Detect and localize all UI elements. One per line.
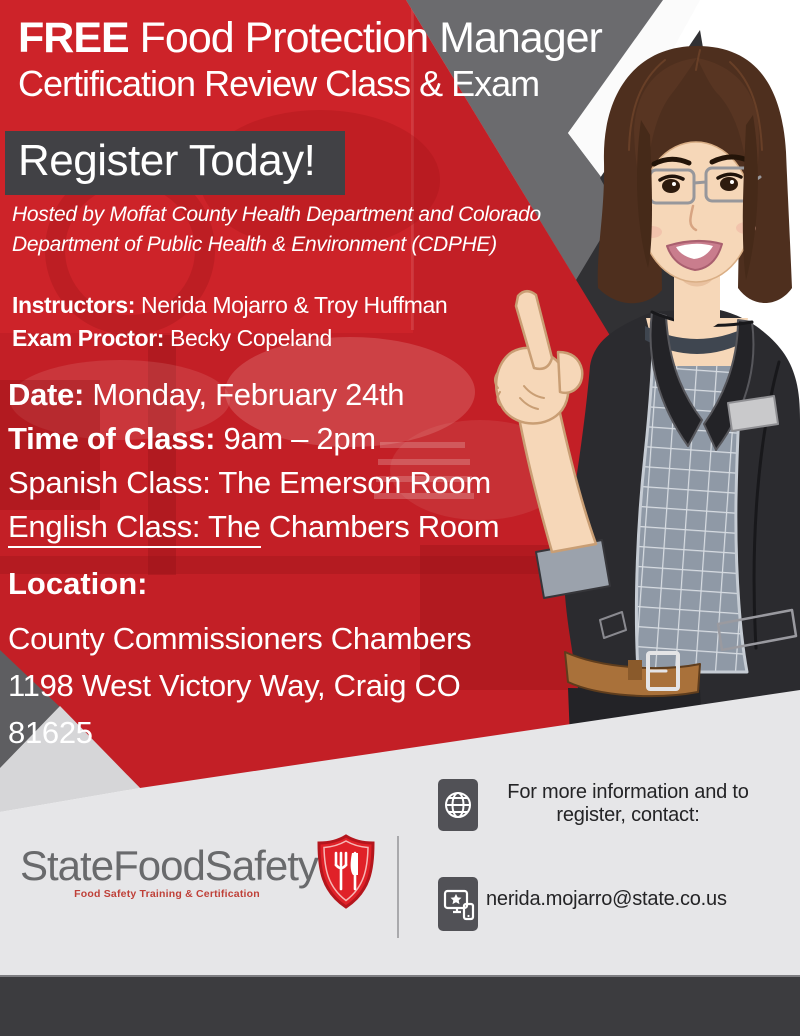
location-line3: 81625 [8, 715, 93, 750]
contact-email: nerida.mojarro@state.co.us [486, 888, 727, 910]
contact-info-line1: For more information and to [507, 781, 749, 803]
register-banner [5, 131, 345, 195]
contact-info-text [468, 781, 788, 827]
eye-glint-right [730, 180, 734, 184]
hosted-by-line2: Department of Public Health & Environment (CDPHE) [12, 233, 497, 256]
time-value: 9am – 2pm [223, 421, 376, 456]
location-line2: 1198 West Victory Way, Craig CO [8, 668, 461, 703]
contact-info-line2: register, contact: [556, 804, 700, 826]
monitor-phone-star-icon [438, 877, 478, 931]
title-free: FREE [18, 14, 129, 62]
belt-strap [628, 660, 642, 680]
english-class-rest: Chambers Room [260, 509, 500, 544]
instructors-value: Nerida Mojarro & Troy Huffman [141, 292, 448, 318]
proctor-label: Exam Proctor: [12, 325, 165, 351]
hosted-by-line1: Hosted by Moffat County Health Department and Colorado [12, 203, 541, 226]
eye-left [662, 179, 680, 193]
page-title [18, 14, 602, 63]
name-tag [728, 396, 778, 431]
shield-fork-knife-icon [314, 833, 378, 911]
proctor-line [12, 325, 332, 352]
eye-right [720, 177, 738, 191]
page-subtitle: Certification Review Class & Exam [18, 63, 540, 104]
statefoodsafety-tagline: Food Safety Training & Certification [74, 888, 260, 900]
english-class-underlined: English Class: The [8, 509, 261, 548]
time-label: Time of Class: [8, 421, 216, 456]
statefoodsafety-wordmark: StateFoodSafety [20, 842, 318, 889]
english-class-line [8, 509, 499, 545]
instructors-label: Instructors: [12, 292, 135, 318]
date-value: Monday, February 24th [92, 377, 405, 412]
footer-bar [0, 975, 800, 1036]
logo-contact-divider [397, 836, 399, 938]
location-label: Location: [8, 566, 148, 601]
date-label: Date: [8, 377, 85, 412]
register-banner-label: Register Today! [18, 136, 316, 185]
instructors-line [12, 292, 447, 319]
location-line1: County Commissioners Chambers [8, 621, 472, 656]
spanish-class-line: Spanish Class: The Emerson Room [8, 465, 491, 500]
time-line [8, 421, 376, 457]
date-line [8, 377, 404, 413]
title-rest: Food Protection Manager [128, 14, 602, 62]
proctor-value: Becky Copeland [170, 325, 332, 351]
eye-glint-left [672, 182, 676, 186]
